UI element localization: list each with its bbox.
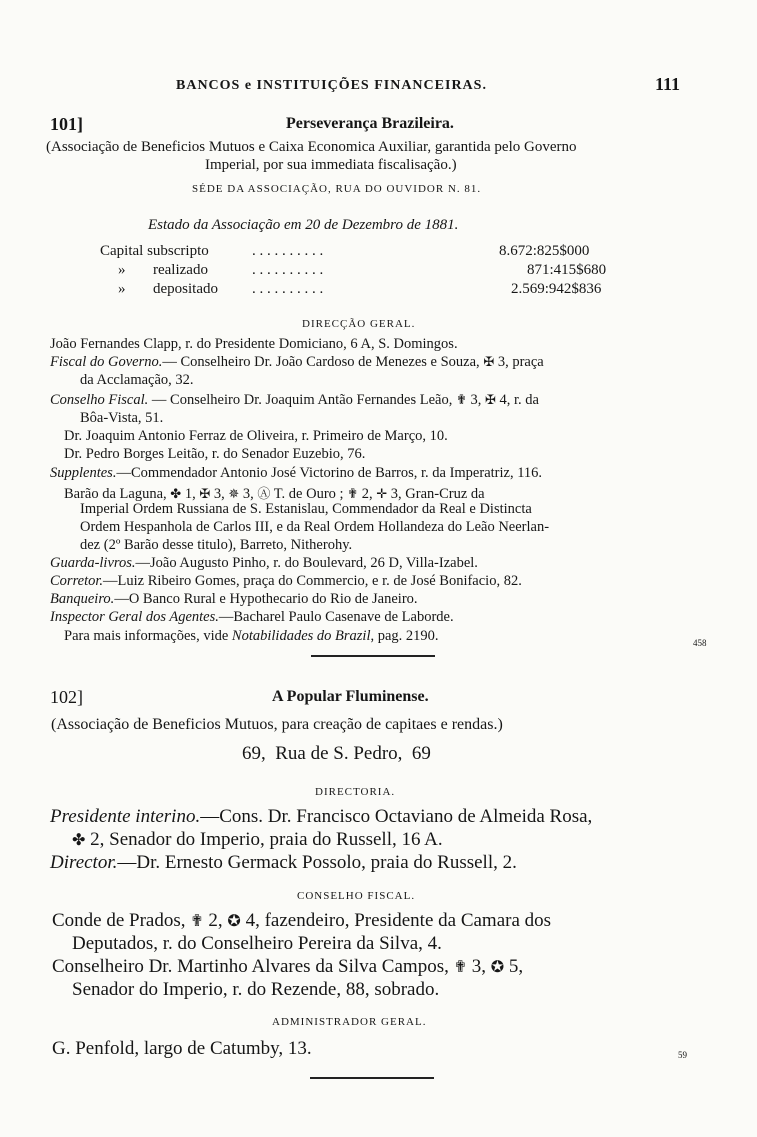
role-label: Director.: [50, 852, 118, 873]
member-line: [50, 354, 544, 371]
member-text: 3,: [213, 486, 225, 502]
member-text: , pag. 2190.: [370, 628, 439, 644]
member-text: —Cons. Dr. Francisco Octaviano de Almeida Rosa,: [200, 806, 593, 827]
member-text: Conselheiro Dr. Joaquim Antão Fernandes Leão,: [170, 392, 453, 408]
section-directoria: DIRECTORIA.: [315, 786, 396, 798]
member-text: —Dr. Ernesto Germack Possolo, praia do Russell, 2.: [117, 852, 517, 873]
cross-icon: ✟: [455, 392, 467, 407]
member-line: João Fernandes Clapp, r. do Presidente Domiciano, 6 A, S. Domingos.: [50, 336, 458, 352]
order-icon: ✠: [484, 392, 496, 407]
admin-line: G. Penfold, largo de Catumby, 13.: [52, 1038, 312, 1059]
capital-leaders-3: . . . . . . . . . .: [252, 281, 324, 297]
member-text: 3,: [242, 486, 254, 502]
entry-seat: SÉDE DA ASSOCIAÇÃO, RUA DO OUVIDOR N. 81.: [192, 183, 482, 195]
medal-icon: ✪: [227, 913, 241, 930]
member-text: 2, Senador do Imperio, praia do Russell, 16 A.: [90, 829, 443, 850]
capital-label-2: realizado: [153, 262, 208, 278]
role-label: Inspector Geral dos Agentes.: [50, 609, 219, 625]
role-label: Presidente interino.: [50, 806, 201, 827]
member-text: Conselheiro Dr. Martinho Alvares da Silva Campos,: [52, 956, 449, 977]
member-line: [72, 829, 443, 851]
divider: [310, 1077, 434, 1079]
member-text: 3, Gran-Cruz da: [390, 486, 485, 502]
member-text: 4, r. da: [499, 392, 539, 408]
dash: —: [135, 555, 151, 571]
member-text: Para mais informações, vide: [64, 628, 229, 644]
divider: [311, 655, 435, 657]
order-icon: ✠: [483, 354, 495, 369]
member-text: O Banco Rural e Hypothecario do Rio de Janeiro.: [128, 591, 418, 607]
entry-number-102: 102]: [50, 687, 83, 707]
member-text: T. de Ouro ;: [273, 486, 344, 502]
role-label: Fiscal do Governo.: [50, 354, 163, 370]
ditto-mark: »: [118, 262, 126, 278]
member-line: [52, 956, 523, 978]
member-line: Deputados, r. do Conselheiro Pereira da Silva, 4.: [72, 933, 442, 954]
capital-label-3: depositado: [153, 281, 218, 297]
role-label: Guarda-livros.: [50, 555, 136, 571]
reference-title: Notabilidades do Brazil: [231, 628, 371, 644]
capital-leaders-2: . . . . . . . . . .: [252, 262, 324, 278]
margin-number: 458: [693, 638, 707, 648]
member-line: [50, 573, 522, 590]
page-number: 111: [655, 74, 681, 94]
margin-number: 59: [678, 1050, 687, 1060]
member-text: Conselheiro Dr. João Cardoso de Menezes e Souza,: [180, 354, 480, 370]
member-text: 2,: [361, 486, 373, 502]
member-text: Barão da Laguna,: [64, 486, 167, 502]
dash: —: [151, 392, 167, 408]
member-text: Commendador Antonio José Victorino de Barros, r. da Imperatriz, 116.: [130, 465, 543, 481]
member-line: Imperial Ordem Russiana de S. Estanislau, Commendador da Real e Distincta: [80, 501, 532, 517]
role-label: Corretor.: [50, 573, 104, 589]
member-line: [64, 628, 439, 645]
state-title: Estado da Associação em 20 de Dezembro de 1881.: [148, 217, 459, 233]
member-text: 3,: [471, 956, 486, 977]
member-line: [50, 465, 542, 482]
cross-icon: ✟: [347, 486, 359, 501]
role-label: Conselho Fiscal.: [50, 392, 149, 408]
member-line: [50, 555, 478, 572]
member-line: [52, 910, 551, 932]
section-administrador: ADMINISTRADOR GERAL.: [272, 1016, 427, 1028]
member-line: [64, 483, 485, 503]
running-header: BANCOS e INSTITUIÇÕES FINANCEIRAS.: [176, 78, 487, 93]
member-line: Bôa-Vista, 51.: [80, 410, 164, 426]
member-text: João Augusto Pinho, r. do Boulevard, 26 D, Villa-Izabel.: [150, 555, 478, 571]
dash: —: [162, 354, 177, 370]
member-line: Ordem Hespanhola de Carlos III, e da Real Ordem Hollandeza do Leão Neerlan-: [80, 519, 550, 535]
member-line: Dr. Joaquim Antonio Ferraz de Oliveira, r. Primeiro de Março, 10.: [64, 428, 448, 444]
member-text: 2,: [208, 910, 223, 931]
member-line: [50, 852, 517, 874]
rose-icon: ✤: [170, 486, 182, 501]
member-text: Bacharel Paulo Casenave de Laborde.: [233, 609, 454, 625]
section-conselho: CONSELHO FISCAL.: [297, 890, 416, 902]
maltese-cross-icon: ✛: [376, 486, 388, 501]
entry-title-101: Perseverança Brazileira.: [286, 115, 454, 132]
rose-icon: ✤: [72, 832, 86, 849]
entry-number-101: 101]: [50, 114, 83, 134]
member-line: [50, 392, 539, 409]
medal-icon: Ⓐ: [257, 486, 271, 501]
ditto-mark: »: [118, 281, 126, 297]
entry-address-102: 69, Rua de S. Pedro, 69: [242, 743, 431, 764]
capital-value-3: 2.569:942$836: [511, 281, 602, 297]
entry-title-102: A Popular Fluminense.: [272, 688, 429, 705]
member-text: 4, fazendeiro, Presidente da Camara dos: [245, 910, 552, 931]
role-label: Banqueiro.: [50, 591, 115, 607]
member-text: Luiz Ribeiro Gomes, praça do Commercio, e r. de José Bonifacio, 82.: [117, 573, 522, 589]
member-text: 1,: [184, 486, 196, 502]
member-line: [50, 806, 592, 828]
member-line: [50, 609, 454, 626]
entry-desc-line2: Imperial, por sua immediata fiscalisação.): [205, 157, 457, 173]
capital-leaders-1: . . . . . . . . . .: [252, 243, 324, 259]
section-direccao: DIRECÇÃO GERAL.: [302, 318, 416, 330]
member-text: 3,: [470, 392, 482, 408]
capital-value-1: 8.672:825$000: [499, 243, 590, 259]
dash: —: [103, 573, 118, 589]
cross-icon: ✟: [453, 959, 467, 976]
role-label: Supplentes.: [50, 465, 117, 481]
capital-value-2: 871:415$680: [527, 262, 607, 278]
member-text: Conde de Prados,: [52, 910, 186, 931]
capital-label-1: Capital subscripto: [100, 243, 209, 259]
entry-desc-102: (Associação de Beneficios Mutuos, para creação de capitaes e rendas.): [51, 716, 503, 733]
member-line: Dr. Pedro Borges Leitão, r. do Senador Euzebio, 76.: [64, 446, 366, 462]
member-line: [50, 591, 418, 608]
member-text: 5,: [508, 956, 524, 977]
entry-desc-line1: (Associação de Beneficios Mutuos e Caixa Economica Auxiliar, garantida pelo Governo: [46, 139, 577, 155]
member-line: dez (2º Barão desse titulo), Barreto, Nitherohy.: [80, 537, 353, 553]
member-text: 3, praça: [497, 354, 544, 370]
member-line: Senador do Imperio, r. do Rezende, 88, sobrado.: [72, 979, 440, 1000]
dash: —: [114, 591, 129, 607]
medal-icon: ✪: [490, 959, 505, 976]
cross-icon: ✟: [190, 913, 204, 930]
dash: —: [218, 609, 234, 625]
order-icon: ✠: [199, 486, 211, 501]
dash: —: [116, 465, 131, 481]
star-icon: ✵: [228, 486, 240, 501]
member-line: da Acclamação, 32.: [80, 372, 194, 388]
